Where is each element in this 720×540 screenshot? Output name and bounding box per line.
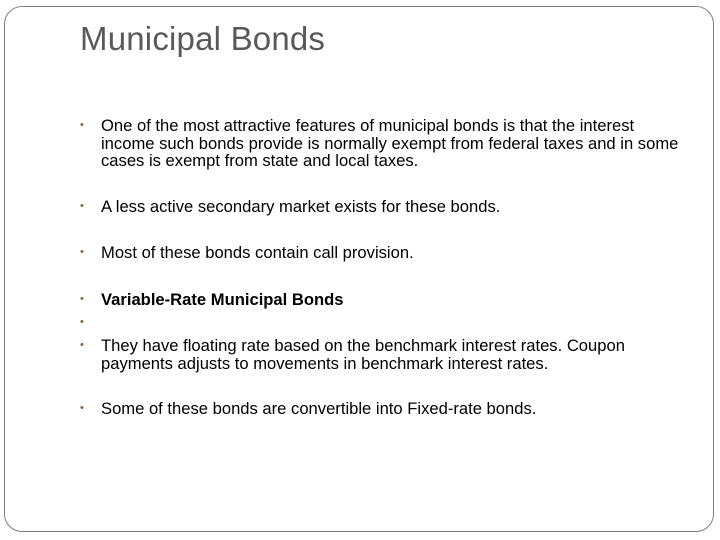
- bullet-icon: •: [80, 246, 84, 258]
- bullet-text: A less active secondary market exists for these bonds.: [101, 197, 501, 216]
- bullet-item: [80, 117, 690, 170]
- bullet-icon: •: [80, 316, 84, 328]
- bullet-icon: •: [80, 200, 84, 212]
- bullet-icon: •: [80, 119, 84, 131]
- bullet-text: They have floating rate based on the benchmark interest rates. Coupon payments adjusts to movements in benchmark interest rates.: [101, 336, 625, 373]
- bullet-icon: •: [80, 293, 84, 305]
- slide-title: Municipal Bonds: [80, 20, 326, 57]
- bullet-text: Some of these bonds are convertible into Fixed-rate bonds.: [101, 399, 537, 418]
- bullet-text: Most of these bonds contain call provision.: [101, 243, 414, 262]
- bullet-item: [80, 198, 690, 216]
- bullet-icon: •: [80, 339, 84, 351]
- bullet-icon: •: [80, 402, 84, 414]
- slide-frame: [4, 6, 714, 532]
- bullet-item: [80, 337, 690, 372]
- bullet-text: One of the most attractive features of municipal bonds is that the interest income such bonds provide is normally exempt from federal taxes and in some cases is exempt from state and local taxes.: [101, 116, 679, 170]
- bullet-item: [80, 291, 690, 309]
- bullet-item: [80, 400, 690, 418]
- bullet-text-heading: Variable-Rate Municipal Bonds: [101, 290, 344, 309]
- bullet-item: [80, 244, 690, 262]
